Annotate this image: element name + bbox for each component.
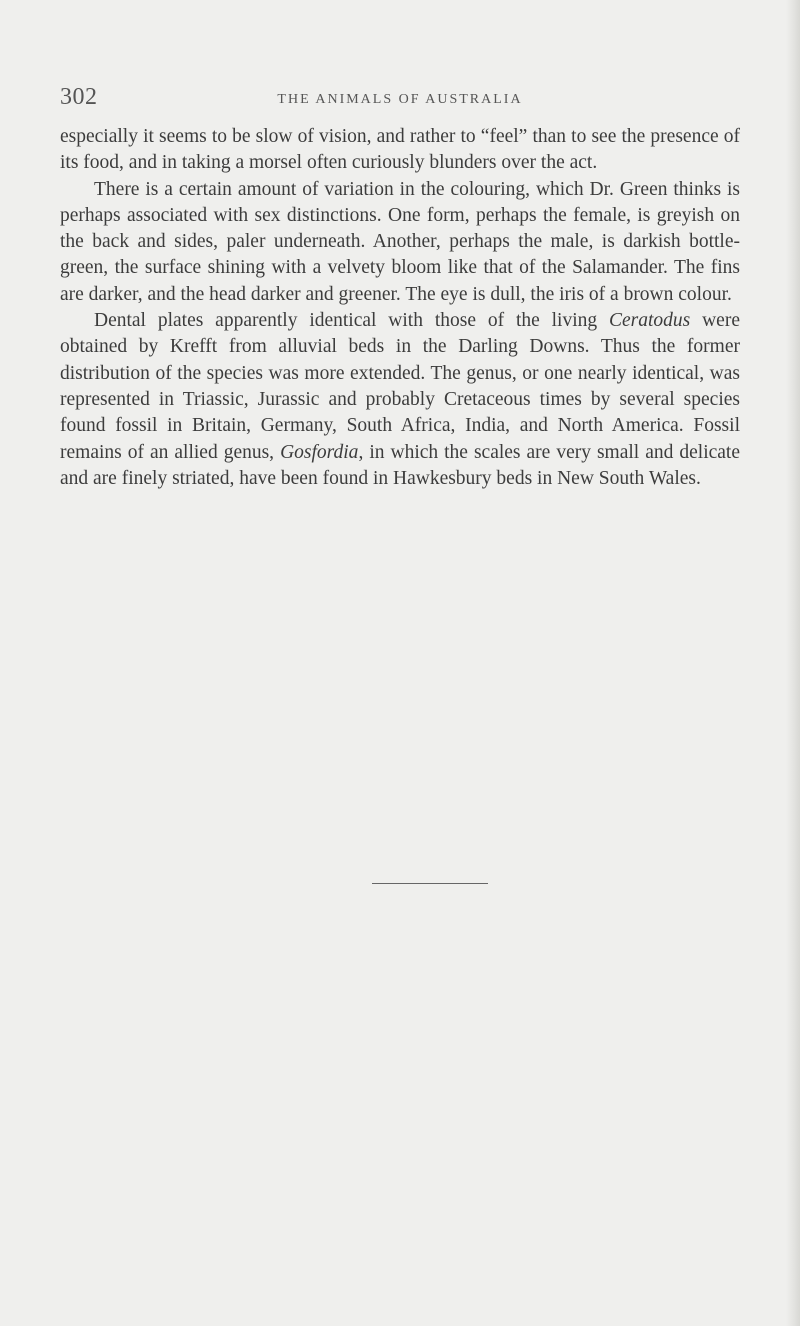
section-rule [372,883,488,884]
genus-name-gosfordia: Gosfordia [280,441,359,463]
text-segment: , in which the scales are very small and delicate and are finely striated, have been found in Hawkesbury beds in New South Wales. [60,441,740,489]
body-text [60,124,740,492]
genus-name-ceratodus: Ceratodus [608,310,691,332]
paragraph-continuation: especially it seems to be slow of vision, and rather to “feel” than to see the presence of its food, and in taking a morsel often curiously blunders over the act. [60,126,740,174]
page-edge-shadow [786,0,800,1326]
page-number: 302 [60,84,98,110]
running-head: THE ANIMALS OF AUSTRALIA [277,92,523,107]
text-segment: were obtained by Krefft from alluvial beds in the Darling Downs. Thus the former distribution of the species was more extended. The genus, or one nearly identical, was represented in Triassic, Jurassic and probably Cretaceous times by several species found fossil in Britain, Germany, South Africa, India, and North America. Fossil remains of an allied genus, [60,310,740,463]
paragraph-dental-plates [60,308,740,492]
text-segment: Dental plates apparently identical with those of the living [94,310,609,332]
page-header [60,84,740,114]
paragraph-colouring: There is a certain amount of variation in the colouring, which Dr. Green thinks is perhaps associated with sex distinctions. One form, perhaps the female, is greyish on the back and sides, paler underneath. Another, perhaps the male, is darkish bottle-green, the surface shining with a velvety bloom like that of the Salamander. The fins are darker, and the head darker and greener. The eye is dull, the iris of a brown colour. [60,178,740,305]
